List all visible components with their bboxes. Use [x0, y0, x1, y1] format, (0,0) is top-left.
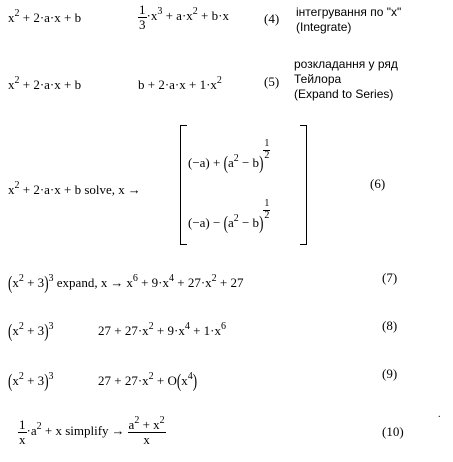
- row10-keyword: simplify: [65, 423, 109, 439]
- row4-result: $\frac{1}{3}$ $\cdot x^3 + a\cdot x^2 + b\cdot x$: [139, 2, 229, 32]
- row5-expression: $x^2 + 2\cdot a\cdot x + b$: [8, 75, 82, 92]
- row5-note-line2: Тейлора: [294, 72, 342, 86]
- row4-expression: $x^2 + 2\cdot a\cdot x + b$: [8, 8, 82, 25]
- arrow-icon: →: [111, 423, 125, 439]
- row10-expression: $\frac{1}{x}$ $\cdot a^2 + x$ simplify → $\frac{a^2 + x^2}{x}$: [19, 415, 165, 447]
- row7-number: (7): [382, 270, 398, 285]
- row4-note: [296, 5, 401, 35]
- row8-number: (8): [382, 318, 398, 333]
- arrow-icon: →: [127, 182, 141, 197]
- row9-number: (9): [382, 366, 398, 381]
- row9-expression: $(x^2 + 3)^3$: [8, 369, 54, 392]
- row7-keyword: expand, x: [56, 275, 108, 290]
- row5-note-line1: розкладання у ряд: [294, 57, 398, 71]
- row4-number: (4): [264, 11, 280, 26]
- stray-dot: .: [438, 409, 441, 420]
- row6-root2: $(-a) - (a^2 - b)$ $\frac{1}{2}$: [188, 198, 270, 234]
- row10-number: (10): [382, 424, 404, 439]
- row5-number: (5): [264, 74, 280, 89]
- row6-root1: $(-a) + (a^2 - b)$ $\frac{1}{2}$: [188, 138, 270, 174]
- row9-result: $27 + 27\cdot x^2 + O(x^4)$: [98, 369, 198, 392]
- row6-number: (6): [370, 176, 386, 191]
- row4-note-line2: (Integrate): [296, 20, 352, 34]
- row8-result: $27 + 27\cdot x^2 + 9\cdot x^4 + 1\cdot x^6$: [98, 321, 227, 338]
- row5-result: $b + 2\cdot a\cdot x + 1\cdot x^2$: [138, 75, 222, 92]
- row5-note: [294, 57, 398, 102]
- row4-note-line1: інтегрування по "x": [296, 5, 402, 19]
- row7-expression: $(x^2 + 3)^3$ expand, $x \to x^6 + 9\cdot x^4 + 27\cdot x^2 + 27$: [8, 271, 244, 294]
- row6-expression: $x^2 + 2\cdot a\cdot x + b$ solve, x →: [8, 180, 141, 197]
- row8-expression: $(x^2 + 3)^3$: [8, 319, 54, 342]
- arrow-icon: →: [110, 275, 124, 290]
- row6-matrix: [180, 125, 307, 245]
- row5-note-line3: (Expand to Series): [294, 87, 394, 101]
- row6-keyword: solve, x: [84, 182, 125, 197]
